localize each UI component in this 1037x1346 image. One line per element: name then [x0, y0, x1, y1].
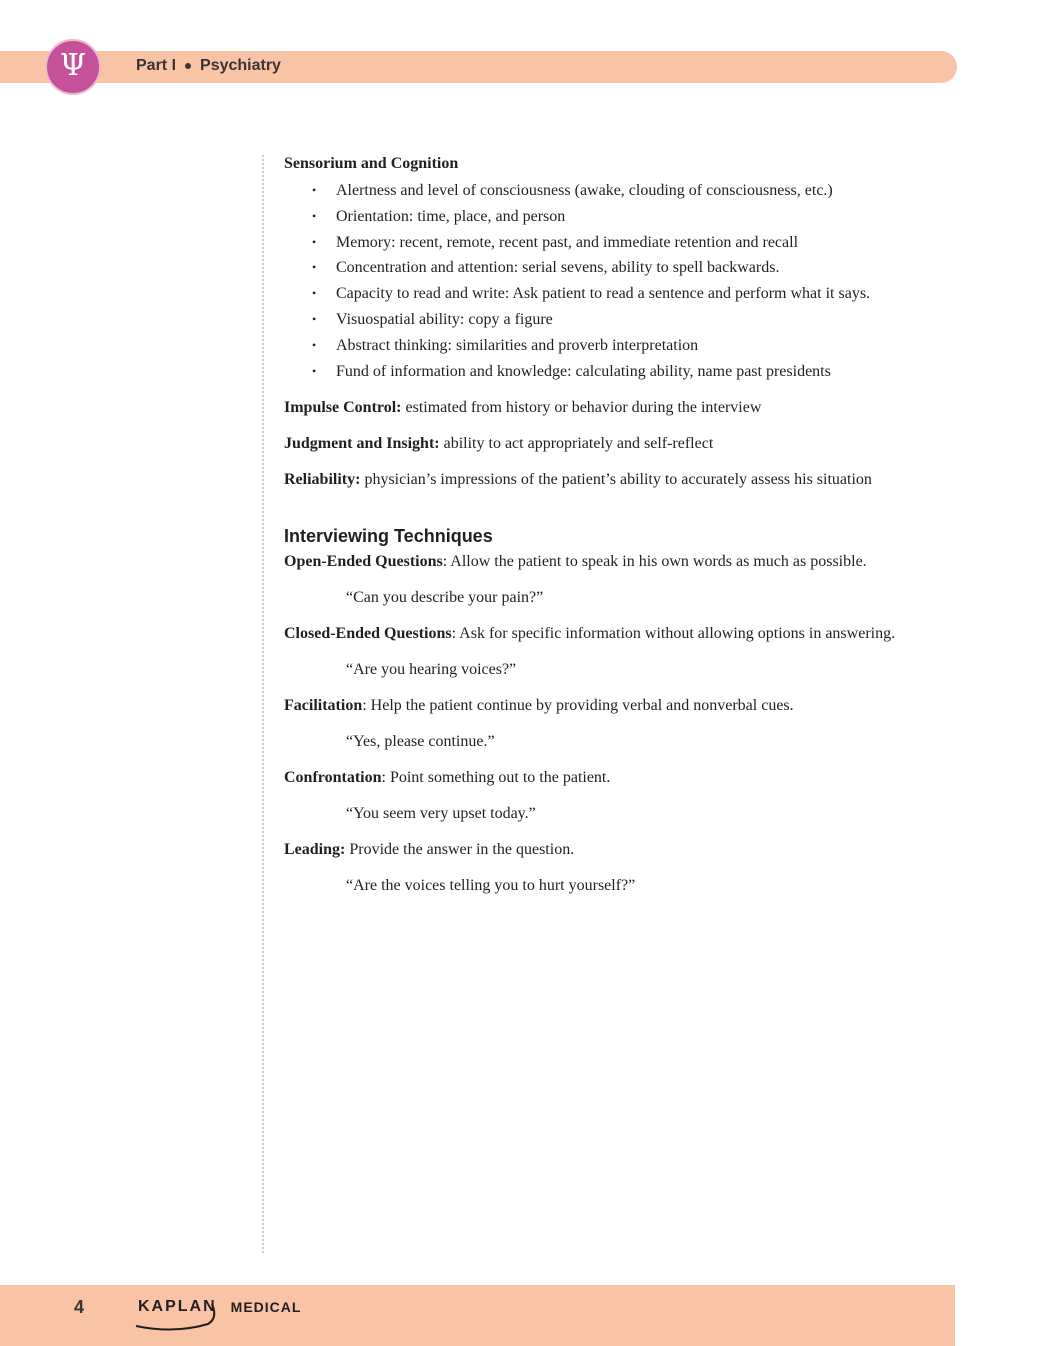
list-item: • Memory: recent, remote, recent past, and immediate retention and recall: [312, 230, 954, 256]
technique-term: Open-Ended Questions: [284, 553, 443, 571]
list-item: • Visuospatial ability: copy a figure: [312, 307, 954, 333]
technique-term: Confrontation: [284, 769, 382, 787]
brand-kaplan: [138, 1298, 223, 1316]
kaplan-medical-logo: [138, 1298, 301, 1316]
sensorium-title: Sensorium and Cognition: [284, 155, 459, 172]
technique-example: “Can you describe your pain?”: [346, 589, 544, 607]
page-number: 4: [74, 1297, 85, 1317]
technique-term: Closed-Ended Questions: [284, 625, 452, 643]
technique-example: “Are the voices telling you to hurt yourself?”: [346, 877, 636, 895]
brand-medical: MEDICAL: [230, 1299, 302, 1315]
interviewing-heading: Interviewing Techniques: [284, 526, 493, 547]
technique-confrontation: [284, 765, 954, 791]
definition-text: ability to act appropriately and self-reflect: [439, 435, 714, 453]
list-item: • Concentration and attention: serial sevens, ability to spell backwards.: [312, 255, 954, 281]
psi-glyph: Ψ: [59, 48, 87, 83]
technique-example: “Are you hearing voices?”: [346, 661, 517, 679]
running-header: [136, 57, 281, 75]
subject-label: Psychiatry: [200, 57, 281, 74]
sensorium-list: [284, 178, 954, 384]
technique-example: “You seem very upset today.”: [346, 805, 536, 823]
technique-example: “Yes, please continue.”: [346, 733, 495, 751]
part-label: Part I: [136, 57, 177, 74]
page-content: [284, 150, 954, 899]
technique-text: : Ask for specific information without allowing options in answering.: [451, 625, 896, 643]
technique-open-ended: [284, 549, 954, 575]
technique-text: : Allow the patient to speak in his own words as much as possible.: [442, 553, 867, 571]
technique-closed-ended: [284, 621, 954, 647]
technique-term: Leading:: [284, 841, 346, 859]
list-item: • Abstract thinking: similarities and proverb interpretation: [312, 333, 954, 359]
technique-text: : Point something out to the patient.: [381, 769, 611, 787]
technique-term: Facilitation: [284, 697, 363, 715]
swoosh-icon: [134, 1302, 220, 1332]
technique-leading: [284, 837, 954, 863]
list-item: • Capacity to read and write: Ask patient to read a sentence and perform what it says.: [312, 281, 954, 307]
list-item: • Fund of information and knowledge: calculating ability, name past presidents: [312, 359, 954, 385]
definition-term: Impulse Control:: [284, 399, 402, 417]
technique-text: : Help the patient continue by providing verbal and nonverbal cues.: [362, 697, 794, 715]
bullet-separator-icon: [185, 63, 191, 69]
list-item: • Orientation: time, place, and person: [312, 204, 954, 230]
list-item: • Alertness and level of consciousness (awake, clouding of consciousness, etc.): [312, 178, 954, 204]
margin-dotted-rule: [262, 155, 264, 1253]
definition-impulse-control: [284, 395, 954, 421]
psychiatry-logo-icon: [45, 39, 101, 95]
definition-reliability: [284, 467, 954, 493]
brand-kaplan-text: KAPLAN: [138, 1298, 217, 1315]
definition-term: Reliability:: [284, 471, 361, 489]
definition-term: Judgment and Insight:: [284, 435, 440, 453]
definition-text: estimated from history or behavior during the interview: [401, 399, 762, 417]
definition-text: physician’s impressions of the patient’s ability to accurately assess his situation: [360, 471, 872, 489]
technique-text: Provide the answer in the question.: [345, 841, 575, 859]
technique-facilitation: [284, 693, 954, 719]
definition-judgment-insight: [284, 431, 954, 457]
